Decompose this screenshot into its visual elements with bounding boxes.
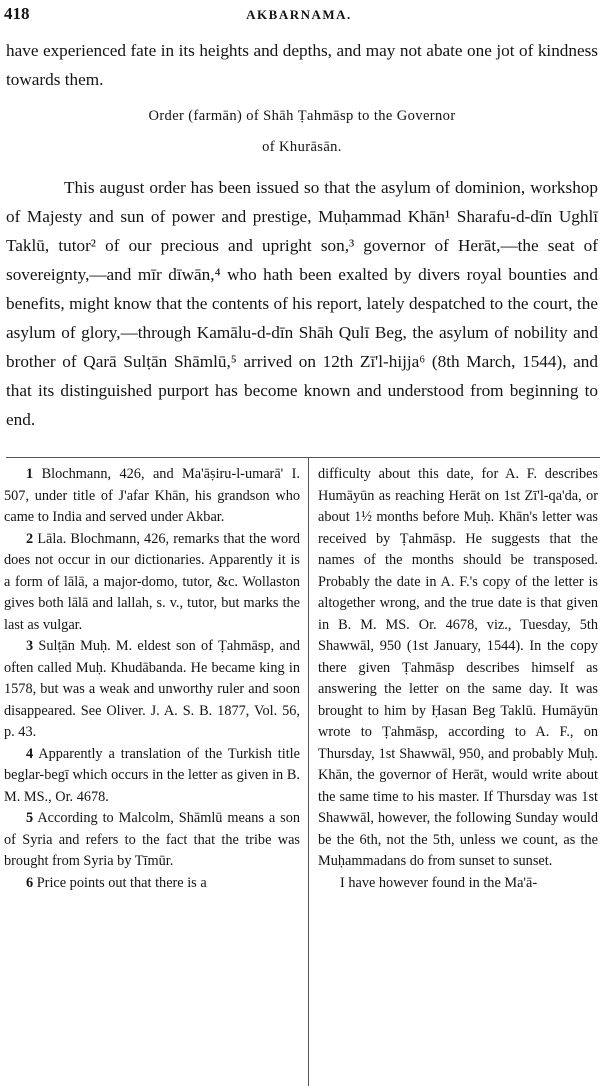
footnote-divider bbox=[6, 457, 600, 458]
running-head: AKBARNAMA. bbox=[246, 7, 352, 22]
footnote-text: Apparently a translation of the Turkish title beglar-begī which occurs in the letter as given in B. M. MS., Or. 4678. bbox=[4, 745, 300, 805]
footnote-2 bbox=[4, 529, 300, 637]
page-header bbox=[4, 4, 594, 26]
footnote-mark: 5 bbox=[26, 810, 34, 826]
main-text bbox=[6, 36, 598, 434]
order-paragraph: This august order has been issued so that the asylum of dominion, workshop of Majesty and sun of power and prestige, Muḥammad Khān¹ Sharafu-d-dīn Ughlī Taklū, tutor² of our precious and upright son,³ governor of Herāt,—the seat of sovereignty,—and mīr dīwān,⁴ who hath been exalted by divers royal bounties and benefits, might know that the contents of his report, lately despatched to the court, the asylum of glory,—through Kamālu-d-dīn Shāh Qulī Beg, the asylum of nobility and brother of Qarā Sulṭān Shāmlū,⁵ arrived on 12th Zī'l-hijja⁶ (8th March, 1544), and that its distinguished purport has become known and understood from beginning to end. bbox=[6, 178, 598, 429]
footnote-6-continued-last: I have however found in the Ma'ā- bbox=[340, 874, 538, 891]
footnote-text: Price points out that there is a bbox=[36, 874, 207, 891]
continuation-paragraph: have experienced fate in its heights and depths, and may not abate one jot of kindness towards them. bbox=[6, 41, 598, 89]
footnote-mark: 1 bbox=[26, 466, 34, 482]
page-number: 418 bbox=[4, 4, 30, 23]
footnote-mark: 4 bbox=[26, 745, 34, 762]
section-title-line2: of Khurāsān. bbox=[262, 139, 342, 155]
footnotes-left-column bbox=[4, 464, 300, 894]
footnote-5 bbox=[4, 808, 300, 873]
footnote-text: Blochmann, 426, and Ma'āṣiru-l-umarā' I. 507, under title of J'afar Khān, his grandson who came to India and served under Akbar. bbox=[4, 466, 301, 525]
footnote-6 bbox=[4, 873, 300, 895]
footnote-6-continued: difficulty about this date, for A. F. describes Humāyūn as reaching Herāt on 1st Zī'l-qa'da, or about 1½ months before Muḥ. Khān's letter was received by Ṭahmāsp. He suggests that the names of the months should be transposed. Probably the date in A. F.'s copy of the letter is altogether wrong, and the true date is that given in B. M. MS. Or. 4678, viz., Tuesday, 5th Shawwāl, 950 (1st January, 1544). In the copy there given Ṭahmāsp describes himself as answering the letter on the same day. It was brought to him by Ḥasan Beg Taklū. Humāyūn wrote to Ṭahmāsp, according to A. F., on Thursday, 1st Shawwāl, 950, and probably Muḥ. Khān, the governor of Herāt, would write about the same time to his master. If Thursday was 1st Shawwāl, however, the following Sunday would be the 6th, not the 5th, unless we count, as the Muḥammadans do from sunset to sunset. bbox=[318, 466, 598, 869]
footnote-mark: 3 bbox=[26, 638, 34, 654]
footnote-text: Sulṭān Muḥ. M. eldest son of Ṭahmāsp, and often called Muḥ. Khudābanda. He became king in 1578, but was a weak and unworthy ruler and soon disappeared. See Oliver. J. A. S. B. 1877, Vol. 56, p. 43. bbox=[4, 638, 300, 740]
column-divider bbox=[308, 457, 309, 1086]
footnote-text: According to Malcolm, Shāmlū means a son of Syria and refers to the fact that the tribe was brought from Syria by Tīmūr. bbox=[4, 810, 300, 869]
section-title-line1: Order (farmān) of Shāh Ṭahmāsp to the Governor bbox=[148, 108, 456, 124]
footnotes-right-column bbox=[318, 464, 598, 894]
footnote-text: Lāla. Blochmann, 426, remarks that the word does not occur in our dictionaries. Apparently it is a form of lālā, a major-domo, tutor, &c. Wollaston gives both lālā and lallah, s. v., tutor, but marks the last as vulgar. bbox=[4, 530, 300, 633]
section-title bbox=[6, 101, 598, 163]
footnote-3 bbox=[4, 636, 300, 744]
footnote-mark: 2 bbox=[26, 530, 34, 547]
footnote-mark: 6 bbox=[26, 874, 34, 891]
footnote-1 bbox=[4, 464, 300, 529]
footnote-4 bbox=[4, 744, 300, 809]
